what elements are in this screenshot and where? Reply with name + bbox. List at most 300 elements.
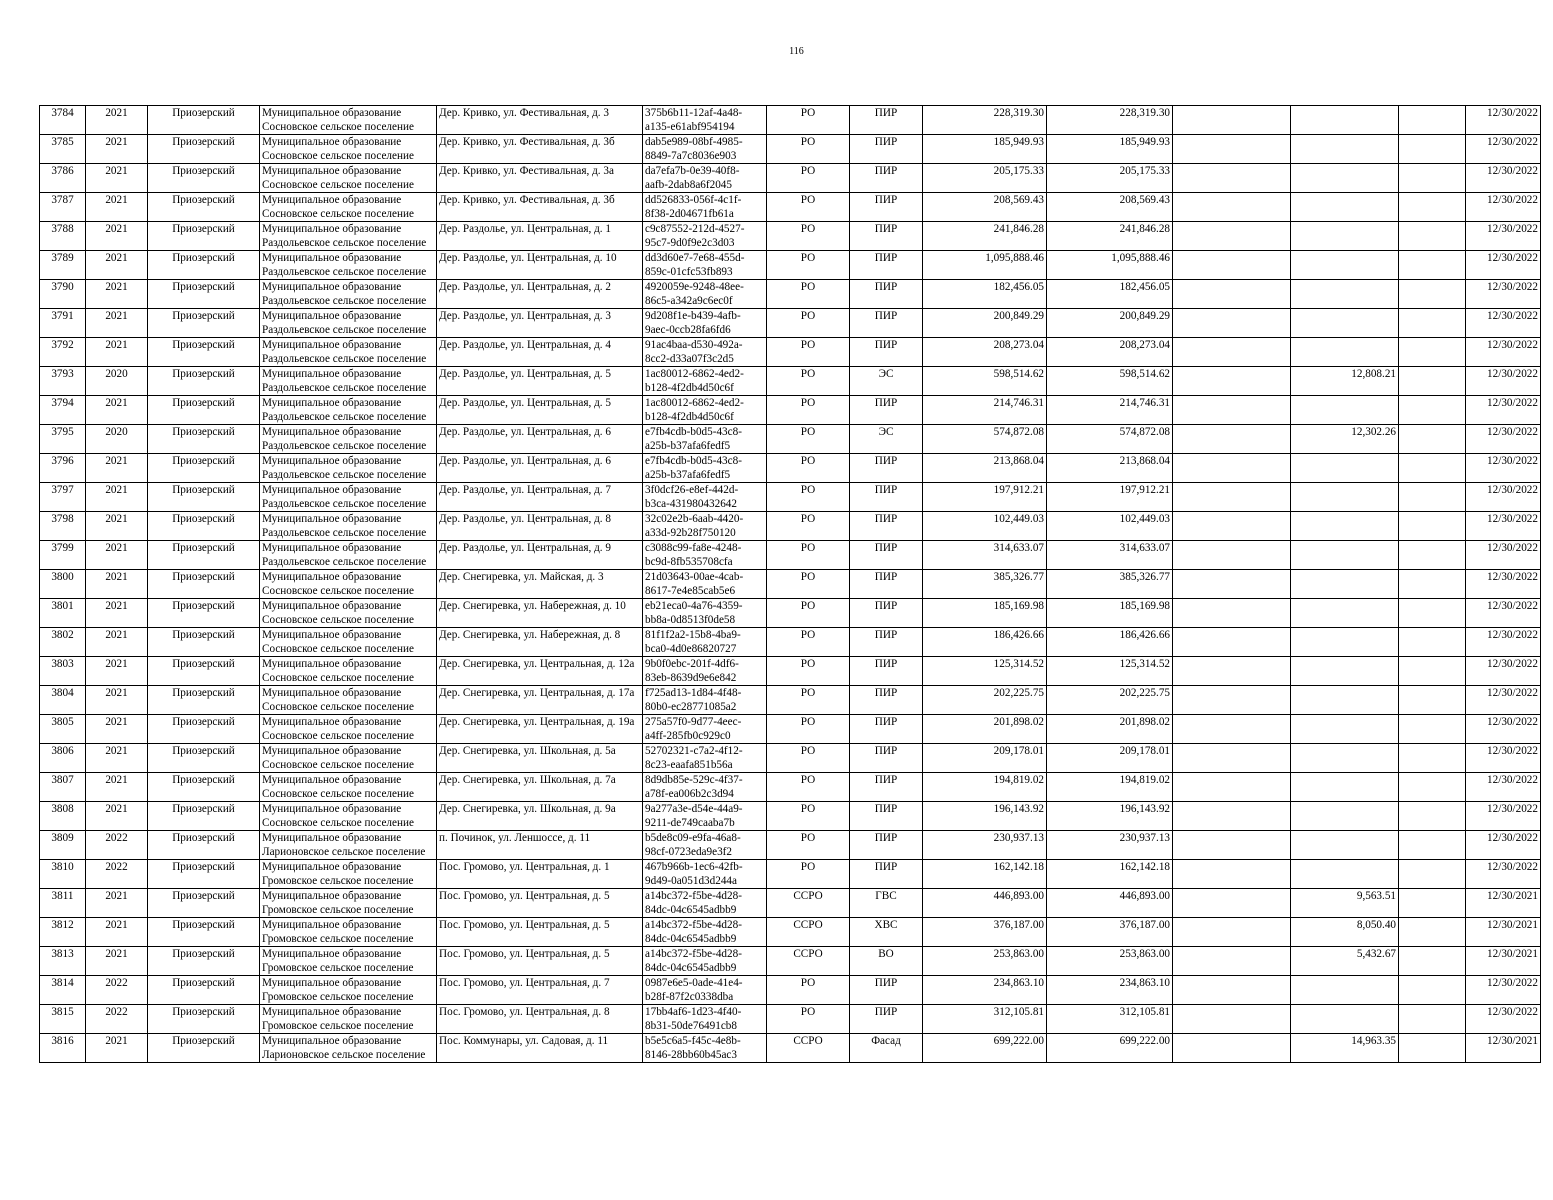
cell-municipality-line: Раздольевское сельское поселение	[262, 556, 427, 568]
cell-house-guid-line: eb21eca0-4a76-4359-	[645, 600, 743, 612]
cell-year: 2022	[86, 976, 148, 1005]
cell-amount-1: 213,868.04	[923, 454, 1047, 483]
cell-amount-2: 1,095,888.46	[1047, 251, 1173, 280]
cell-year: 2021	[86, 773, 148, 802]
table-row	[40, 889, 1541, 918]
cell-house-guid-line: bb8a-0d8513f0de58	[645, 614, 736, 626]
cell-empty	[1399, 425, 1466, 454]
cell-amount-1: 446,893.00	[923, 889, 1047, 918]
cell-number: 3812	[40, 918, 86, 947]
cell-municipality-line: Муниципальное образование	[262, 861, 402, 873]
cell-work-type: ПИР	[850, 744, 923, 773]
registry-table	[39, 105, 1541, 1063]
cell-work-type: ПИР	[850, 483, 923, 512]
cell-amount-4	[1291, 686, 1399, 715]
cell-amount-1: 202,225.75	[923, 686, 1047, 715]
cell-date: 12/30/2022	[1466, 396, 1541, 425]
cell-work-type: ПИР	[850, 396, 923, 425]
cell-amount-1: 1,095,888.46	[923, 251, 1047, 280]
cell-empty	[1399, 947, 1466, 976]
cell-municipality	[260, 802, 437, 831]
cell-address: Дер. Раздолье, ул. Центральная, д. 8	[437, 512, 643, 541]
cell-number: 3801	[40, 599, 86, 628]
cell-program: РО	[767, 628, 850, 657]
cell-work-type: ПИР	[850, 251, 923, 280]
cell-house-guid	[643, 947, 767, 976]
cell-number: 3790	[40, 280, 86, 309]
cell-program: РО	[767, 570, 850, 599]
cell-house-guid-line: 8617-7e4e85cab5e6	[645, 585, 736, 597]
cell-municipality	[260, 541, 437, 570]
cell-year: 2021	[86, 280, 148, 309]
cell-year: 2021	[86, 135, 148, 164]
cell-house-guid	[643, 686, 767, 715]
cell-district: Приозерский	[148, 802, 260, 831]
table-row	[40, 860, 1541, 889]
cell-municipality-line: Муниципальное образование	[262, 194, 402, 206]
cell-amount-4	[1291, 860, 1399, 889]
cell-house-guid-line: a14bc372-f5be-4d28-	[645, 890, 742, 902]
cell-number: 3787	[40, 193, 86, 222]
cell-municipality-line: Муниципальное образование	[262, 629, 402, 641]
cell-date: 12/30/2022	[1466, 802, 1541, 831]
cell-amount-3	[1173, 657, 1291, 686]
cell-address: Дер. Раздолье, ул. Центральная, д. 2	[437, 280, 643, 309]
cell-municipality-line: Громовское сельское поселение	[262, 904, 414, 916]
cell-empty	[1399, 773, 1466, 802]
cell-amount-2: 194,819.02	[1047, 773, 1173, 802]
cell-program: РО	[767, 454, 850, 483]
cell-program: РО	[767, 193, 850, 222]
cell-amount-2: 201,898.02	[1047, 715, 1173, 744]
cell-work-type: Фасад	[850, 1034, 923, 1063]
cell-house-guid	[643, 367, 767, 396]
cell-house-guid	[643, 338, 767, 367]
cell-program: РО	[767, 280, 850, 309]
cell-amount-3	[1173, 454, 1291, 483]
cell-house-guid-line: b28f-87f2c0338dba	[645, 991, 734, 1003]
cell-amount-4: 8,050.40	[1291, 918, 1399, 947]
cell-amount-3	[1173, 541, 1291, 570]
cell-amount-1: 574,872.08	[923, 425, 1047, 454]
cell-amount-3	[1173, 570, 1291, 599]
cell-address: Дер. Снегиревка, ул. Школьная, д. 9а	[437, 802, 643, 831]
cell-municipality-line: Ларионовское сельское поселение	[262, 1049, 426, 1061]
cell-amount-1: 312,105.81	[923, 1005, 1047, 1034]
cell-empty	[1399, 193, 1466, 222]
cell-amount-3	[1173, 193, 1291, 222]
cell-district: Приозерский	[148, 628, 260, 657]
cell-year: 2020	[86, 425, 148, 454]
cell-amount-3	[1173, 338, 1291, 367]
cell-amount-3	[1173, 1005, 1291, 1034]
cell-amount-3	[1173, 483, 1291, 512]
cell-empty	[1399, 599, 1466, 628]
cell-date: 12/30/2022	[1466, 686, 1541, 715]
cell-municipality	[260, 860, 437, 889]
cell-program: РО	[767, 164, 850, 193]
cell-number: 3793	[40, 367, 86, 396]
cell-amount-1: 200,849.29	[923, 309, 1047, 338]
cell-year: 2021	[86, 947, 148, 976]
cell-municipality-line: Раздольевское сельское поселение	[262, 469, 427, 481]
cell-empty	[1399, 222, 1466, 251]
cell-house-guid	[643, 1034, 767, 1063]
cell-number: 3810	[40, 860, 86, 889]
cell-work-type: ПИР	[850, 164, 923, 193]
cell-municipality-line: Муниципальное образование	[262, 484, 402, 496]
cell-date: 12/30/2021	[1466, 918, 1541, 947]
cell-house-guid-line: a14bc372-f5be-4d28-	[645, 948, 742, 960]
cell-house-guid-line: 3f0dcf26-e8ef-442d-	[645, 484, 739, 496]
cell-district: Приозерский	[148, 425, 260, 454]
cell-municipality	[260, 425, 437, 454]
cell-municipality-line: Муниципальное образование	[262, 977, 402, 989]
cell-house-guid-line: 375b6b11-12af-4a48-	[645, 107, 743, 119]
cell-amount-3	[1173, 309, 1291, 338]
cell-number: 3791	[40, 309, 86, 338]
cell-house-guid-line: 32c02e2b-6aab-4420-	[645, 513, 744, 525]
cell-municipality-line: Муниципальное образование	[262, 455, 402, 467]
cell-house-guid	[643, 222, 767, 251]
cell-amount-2: 205,175.33	[1047, 164, 1173, 193]
cell-year: 2022	[86, 860, 148, 889]
table-row	[40, 918, 1541, 947]
cell-district: Приозерский	[148, 512, 260, 541]
cell-work-type: ПИР	[850, 570, 923, 599]
cell-amount-4	[1291, 570, 1399, 599]
cell-municipality-line: Сосновское сельское поселение	[262, 817, 414, 829]
cell-house-guid-line: c9c87552-212d-4527-	[645, 223, 745, 235]
cell-program: РО	[767, 483, 850, 512]
cell-amount-3	[1173, 976, 1291, 1005]
cell-municipality-line: Муниципальное образование	[262, 397, 402, 409]
cell-house-guid	[643, 599, 767, 628]
cell-empty	[1399, 860, 1466, 889]
cell-house-guid-line: 83eb-8639d9e6e842	[645, 672, 737, 684]
cell-year: 2022	[86, 1005, 148, 1034]
table-row	[40, 164, 1541, 193]
cell-house-guid	[643, 309, 767, 338]
cell-municipality-line: Раздольевское сельское поселение	[262, 411, 427, 423]
cell-empty	[1399, 976, 1466, 1005]
cell-district: Приозерский	[148, 222, 260, 251]
cell-municipality-line: Муниципальное образование	[262, 571, 402, 583]
table-row	[40, 309, 1541, 338]
cell-work-type: ПИР	[850, 831, 923, 860]
cell-house-guid	[643, 483, 767, 512]
cell-amount-3	[1173, 164, 1291, 193]
cell-house-guid-line: 8cc2-d33a07f3c2d5	[645, 353, 734, 365]
cell-year: 2021	[86, 251, 148, 280]
cell-municipality	[260, 773, 437, 802]
cell-municipality-line: Сосновское сельское поселение	[262, 121, 414, 133]
cell-number: 3802	[40, 628, 86, 657]
cell-municipality-line: Раздольевское сельское поселение	[262, 498, 427, 510]
cell-house-guid	[643, 454, 767, 483]
cell-municipality-line: Сосновское сельское поселение	[262, 208, 414, 220]
cell-amount-1: 208,273.04	[923, 338, 1047, 367]
cell-program: РО	[767, 715, 850, 744]
cell-municipality	[260, 599, 437, 628]
cell-house-guid	[643, 1005, 767, 1034]
cell-amount-4	[1291, 976, 1399, 1005]
cell-amount-4	[1291, 802, 1399, 831]
cell-house-guid	[643, 193, 767, 222]
cell-district: Приозерский	[148, 541, 260, 570]
cell-number: 3804	[40, 686, 86, 715]
cell-house-guid-line: f725ad13-1d84-4f48-	[645, 687, 742, 699]
cell-house-guid-line: a33d-92b28f750120	[645, 527, 736, 539]
cell-program: ССРО	[767, 889, 850, 918]
cell-municipality	[260, 251, 437, 280]
cell-municipality	[260, 744, 437, 773]
cell-empty	[1399, 744, 1466, 773]
table-row	[40, 425, 1541, 454]
cell-number: 3798	[40, 512, 86, 541]
cell-house-guid	[643, 657, 767, 686]
cell-amount-2: 598,514.62	[1047, 367, 1173, 396]
cell-empty	[1399, 106, 1466, 135]
cell-date: 12/30/2022	[1466, 860, 1541, 889]
cell-municipality-line: Сосновское сельское поселение	[262, 585, 414, 597]
cell-district: Приозерский	[148, 715, 260, 744]
cell-amount-4	[1291, 773, 1399, 802]
cell-date: 12/30/2022	[1466, 657, 1541, 686]
cell-amount-2: 185,949.93	[1047, 135, 1173, 164]
cell-municipality	[260, 512, 437, 541]
cell-amount-1: 162,142.18	[923, 860, 1047, 889]
cell-date: 12/30/2022	[1466, 483, 1541, 512]
cell-municipality-line: Громовское сельское поселение	[262, 962, 414, 974]
cell-address: Дер. Раздолье, ул. Центральная, д. 4	[437, 338, 643, 367]
cell-amount-3	[1173, 367, 1291, 396]
cell-amount-2: 312,105.81	[1047, 1005, 1173, 1034]
cell-date: 12/30/2022	[1466, 599, 1541, 628]
cell-district: Приозерский	[148, 454, 260, 483]
cell-amount-1: 699,222.00	[923, 1034, 1047, 1063]
cell-municipality	[260, 338, 437, 367]
cell-municipality-line: Муниципальное образование	[262, 774, 402, 786]
cell-empty	[1399, 135, 1466, 164]
cell-house-guid-line: 84dc-04c6545adbb9	[645, 904, 737, 916]
cell-municipality	[260, 193, 437, 222]
cell-amount-4: 12,302.26	[1291, 425, 1399, 454]
cell-amount-2: 182,456.05	[1047, 280, 1173, 309]
cell-number: 3785	[40, 135, 86, 164]
table-row	[40, 715, 1541, 744]
cell-house-guid-line: 275a57f0-9d77-4eec-	[645, 716, 742, 728]
cell-amount-1: 185,169.98	[923, 599, 1047, 628]
cell-house-guid-line: b5de8c09-e9fa-46a8-	[645, 832, 741, 844]
cell-amount-3	[1173, 889, 1291, 918]
cell-empty	[1399, 309, 1466, 338]
cell-house-guid-line: 9211-de749caaba7b	[645, 817, 735, 829]
cell-amount-4	[1291, 744, 1399, 773]
cell-year: 2021	[86, 396, 148, 425]
cell-year: 2020	[86, 367, 148, 396]
cell-amount-1: 186,426.66	[923, 628, 1047, 657]
cell-amount-1: 194,819.02	[923, 773, 1047, 802]
cell-date: 12/30/2021	[1466, 947, 1541, 976]
cell-year: 2021	[86, 715, 148, 744]
table-row	[40, 831, 1541, 860]
cell-address: Дер. Раздолье, ул. Центральная, д. 9	[437, 541, 643, 570]
cell-address: Дер. Кривко, ул. Фестивальная, д. 3б	[437, 135, 643, 164]
cell-date: 12/30/2022	[1466, 570, 1541, 599]
cell-year: 2021	[86, 628, 148, 657]
cell-amount-1: 201,898.02	[923, 715, 1047, 744]
cell-amount-3	[1173, 222, 1291, 251]
cell-district: Приозерский	[148, 657, 260, 686]
cell-amount-2: 196,143.92	[1047, 802, 1173, 831]
table-row	[40, 222, 1541, 251]
cell-number: 3796	[40, 454, 86, 483]
cell-municipality-line: Муниципальное образование	[262, 1035, 402, 1047]
cell-address: Пос. Громово, ул. Центральная, д. 7	[437, 976, 643, 1005]
cell-house-guid-line: 9b0f0ebc-201f-4df6-	[645, 658, 739, 670]
cell-number: 3800	[40, 570, 86, 599]
cell-amount-3	[1173, 1034, 1291, 1063]
cell-program: РО	[767, 831, 850, 860]
cell-municipality-line: Сосновское сельское поселение	[262, 179, 414, 191]
cell-address: Пос. Громово, ул. Центральная, д. 1	[437, 860, 643, 889]
cell-district: Приозерский	[148, 773, 260, 802]
cell-municipality	[260, 1005, 437, 1034]
cell-amount-4	[1291, 628, 1399, 657]
cell-year: 2021	[86, 309, 148, 338]
cell-year: 2021	[86, 222, 148, 251]
cell-municipality-line: Муниципальное образование	[262, 832, 402, 844]
cell-amount-2: 241,846.28	[1047, 222, 1173, 251]
cell-municipality-line: Муниципальное образование	[262, 513, 402, 525]
cell-house-guid-line: dab5e989-08bf-4985-	[645, 136, 743, 148]
cell-amount-1: 598,514.62	[923, 367, 1047, 396]
cell-house-guid-line: 4920059e-9248-48ee-	[645, 281, 744, 293]
table-row	[40, 570, 1541, 599]
cell-date: 12/30/2022	[1466, 338, 1541, 367]
cell-district: Приозерский	[148, 367, 260, 396]
cell-address: Пос. Громово, ул. Центральная, д. 5	[437, 918, 643, 947]
cell-amount-2: 214,746.31	[1047, 396, 1173, 425]
cell-amount-4	[1291, 657, 1399, 686]
cell-number: 3811	[40, 889, 86, 918]
cell-municipality-line: Муниципальное образование	[262, 600, 402, 612]
cell-empty	[1399, 570, 1466, 599]
cell-year: 2021	[86, 106, 148, 135]
cell-municipality	[260, 135, 437, 164]
cell-house-guid	[643, 976, 767, 1005]
cell-year: 2021	[86, 570, 148, 599]
cell-house-guid	[643, 802, 767, 831]
cell-house-guid-line: 8849-7a7c8036e903	[645, 150, 737, 162]
cell-house-guid-line: bca0-4d0e86820727	[645, 643, 737, 655]
cell-empty	[1399, 918, 1466, 947]
cell-municipality-line: Муниципальное образование	[262, 281, 402, 293]
cell-house-guid	[643, 541, 767, 570]
cell-program: РО	[767, 860, 850, 889]
cell-year: 2021	[86, 193, 148, 222]
cell-amount-1: 196,143.92	[923, 802, 1047, 831]
cell-house-guid-line: dd526833-056f-4c1f-	[645, 194, 742, 206]
cell-number: 3815	[40, 1005, 86, 1034]
cell-municipality	[260, 918, 437, 947]
cell-house-guid-line: e7fb4cdb-b0d5-43c8-	[645, 455, 742, 467]
cell-amount-3	[1173, 773, 1291, 802]
cell-amount-3	[1173, 686, 1291, 715]
cell-district: Приозерский	[148, 1005, 260, 1034]
cell-amount-3	[1173, 396, 1291, 425]
cell-program: РО	[767, 222, 850, 251]
cell-amount-1: 228,319.30	[923, 106, 1047, 135]
cell-work-type: ПИР	[850, 860, 923, 889]
cell-date: 12/30/2021	[1466, 889, 1541, 918]
cell-date: 12/30/2022	[1466, 628, 1541, 657]
cell-house-guid	[643, 570, 767, 599]
cell-municipality	[260, 715, 437, 744]
cell-municipality-line: Муниципальное образование	[262, 716, 402, 728]
cell-date: 12/30/2022	[1466, 164, 1541, 193]
cell-municipality	[260, 976, 437, 1005]
cell-house-guid-line: 8146-28bb60b45ac3	[645, 1049, 737, 1061]
cell-amount-2: 125,314.52	[1047, 657, 1173, 686]
cell-municipality-line: Громовское сельское поселение	[262, 1020, 414, 1032]
cell-program: РО	[767, 135, 850, 164]
table-row	[40, 106, 1541, 135]
cell-year: 2021	[86, 802, 148, 831]
cell-amount-2: 253,863.00	[1047, 947, 1173, 976]
cell-address: Дер. Снегиревка, ул. Центральная, д. 17а	[437, 686, 643, 715]
cell-date: 12/30/2022	[1466, 541, 1541, 570]
cell-program: ССРО	[767, 947, 850, 976]
cell-date: 12/30/2022	[1466, 512, 1541, 541]
cell-amount-1: 253,863.00	[923, 947, 1047, 976]
table-row	[40, 541, 1541, 570]
cell-program: РО	[767, 686, 850, 715]
cell-amount-2: 162,142.18	[1047, 860, 1173, 889]
cell-year: 2021	[86, 744, 148, 773]
cell-number: 3786	[40, 164, 86, 193]
cell-number: 3807	[40, 773, 86, 802]
cell-date: 12/30/2022	[1466, 309, 1541, 338]
cell-year: 2021	[86, 338, 148, 367]
cell-district: Приозерский	[148, 1034, 260, 1063]
cell-house-guid-line: 8b31-50de76491cb8	[645, 1020, 737, 1032]
cell-number: 3794	[40, 396, 86, 425]
cell-district: Приозерский	[148, 193, 260, 222]
cell-empty	[1399, 831, 1466, 860]
cell-amount-2: 228,319.30	[1047, 106, 1173, 135]
cell-work-type: ПИР	[850, 976, 923, 1005]
cell-empty	[1399, 889, 1466, 918]
cell-number: 3799	[40, 541, 86, 570]
cell-amount-4	[1291, 1005, 1399, 1034]
cell-amount-3	[1173, 744, 1291, 773]
cell-house-guid	[643, 251, 767, 280]
cell-district: Приозерский	[148, 918, 260, 947]
cell-district: Приозерский	[148, 309, 260, 338]
cell-amount-4	[1291, 193, 1399, 222]
cell-amount-2: 102,449.03	[1047, 512, 1173, 541]
cell-amount-4	[1291, 831, 1399, 860]
cell-address: Дер. Раздолье, ул. Центральная, д. 5	[437, 367, 643, 396]
cell-house-guid-line: 84dc-04c6545adbb9	[645, 962, 737, 974]
table-row	[40, 367, 1541, 396]
cell-amount-3	[1173, 599, 1291, 628]
cell-house-guid-line: 467b966b-1ec6-42fb-	[645, 861, 743, 873]
cell-house-guid-line: 8d9db85e-529c-4f37-	[645, 774, 743, 786]
cell-work-type: ПИР	[850, 628, 923, 657]
